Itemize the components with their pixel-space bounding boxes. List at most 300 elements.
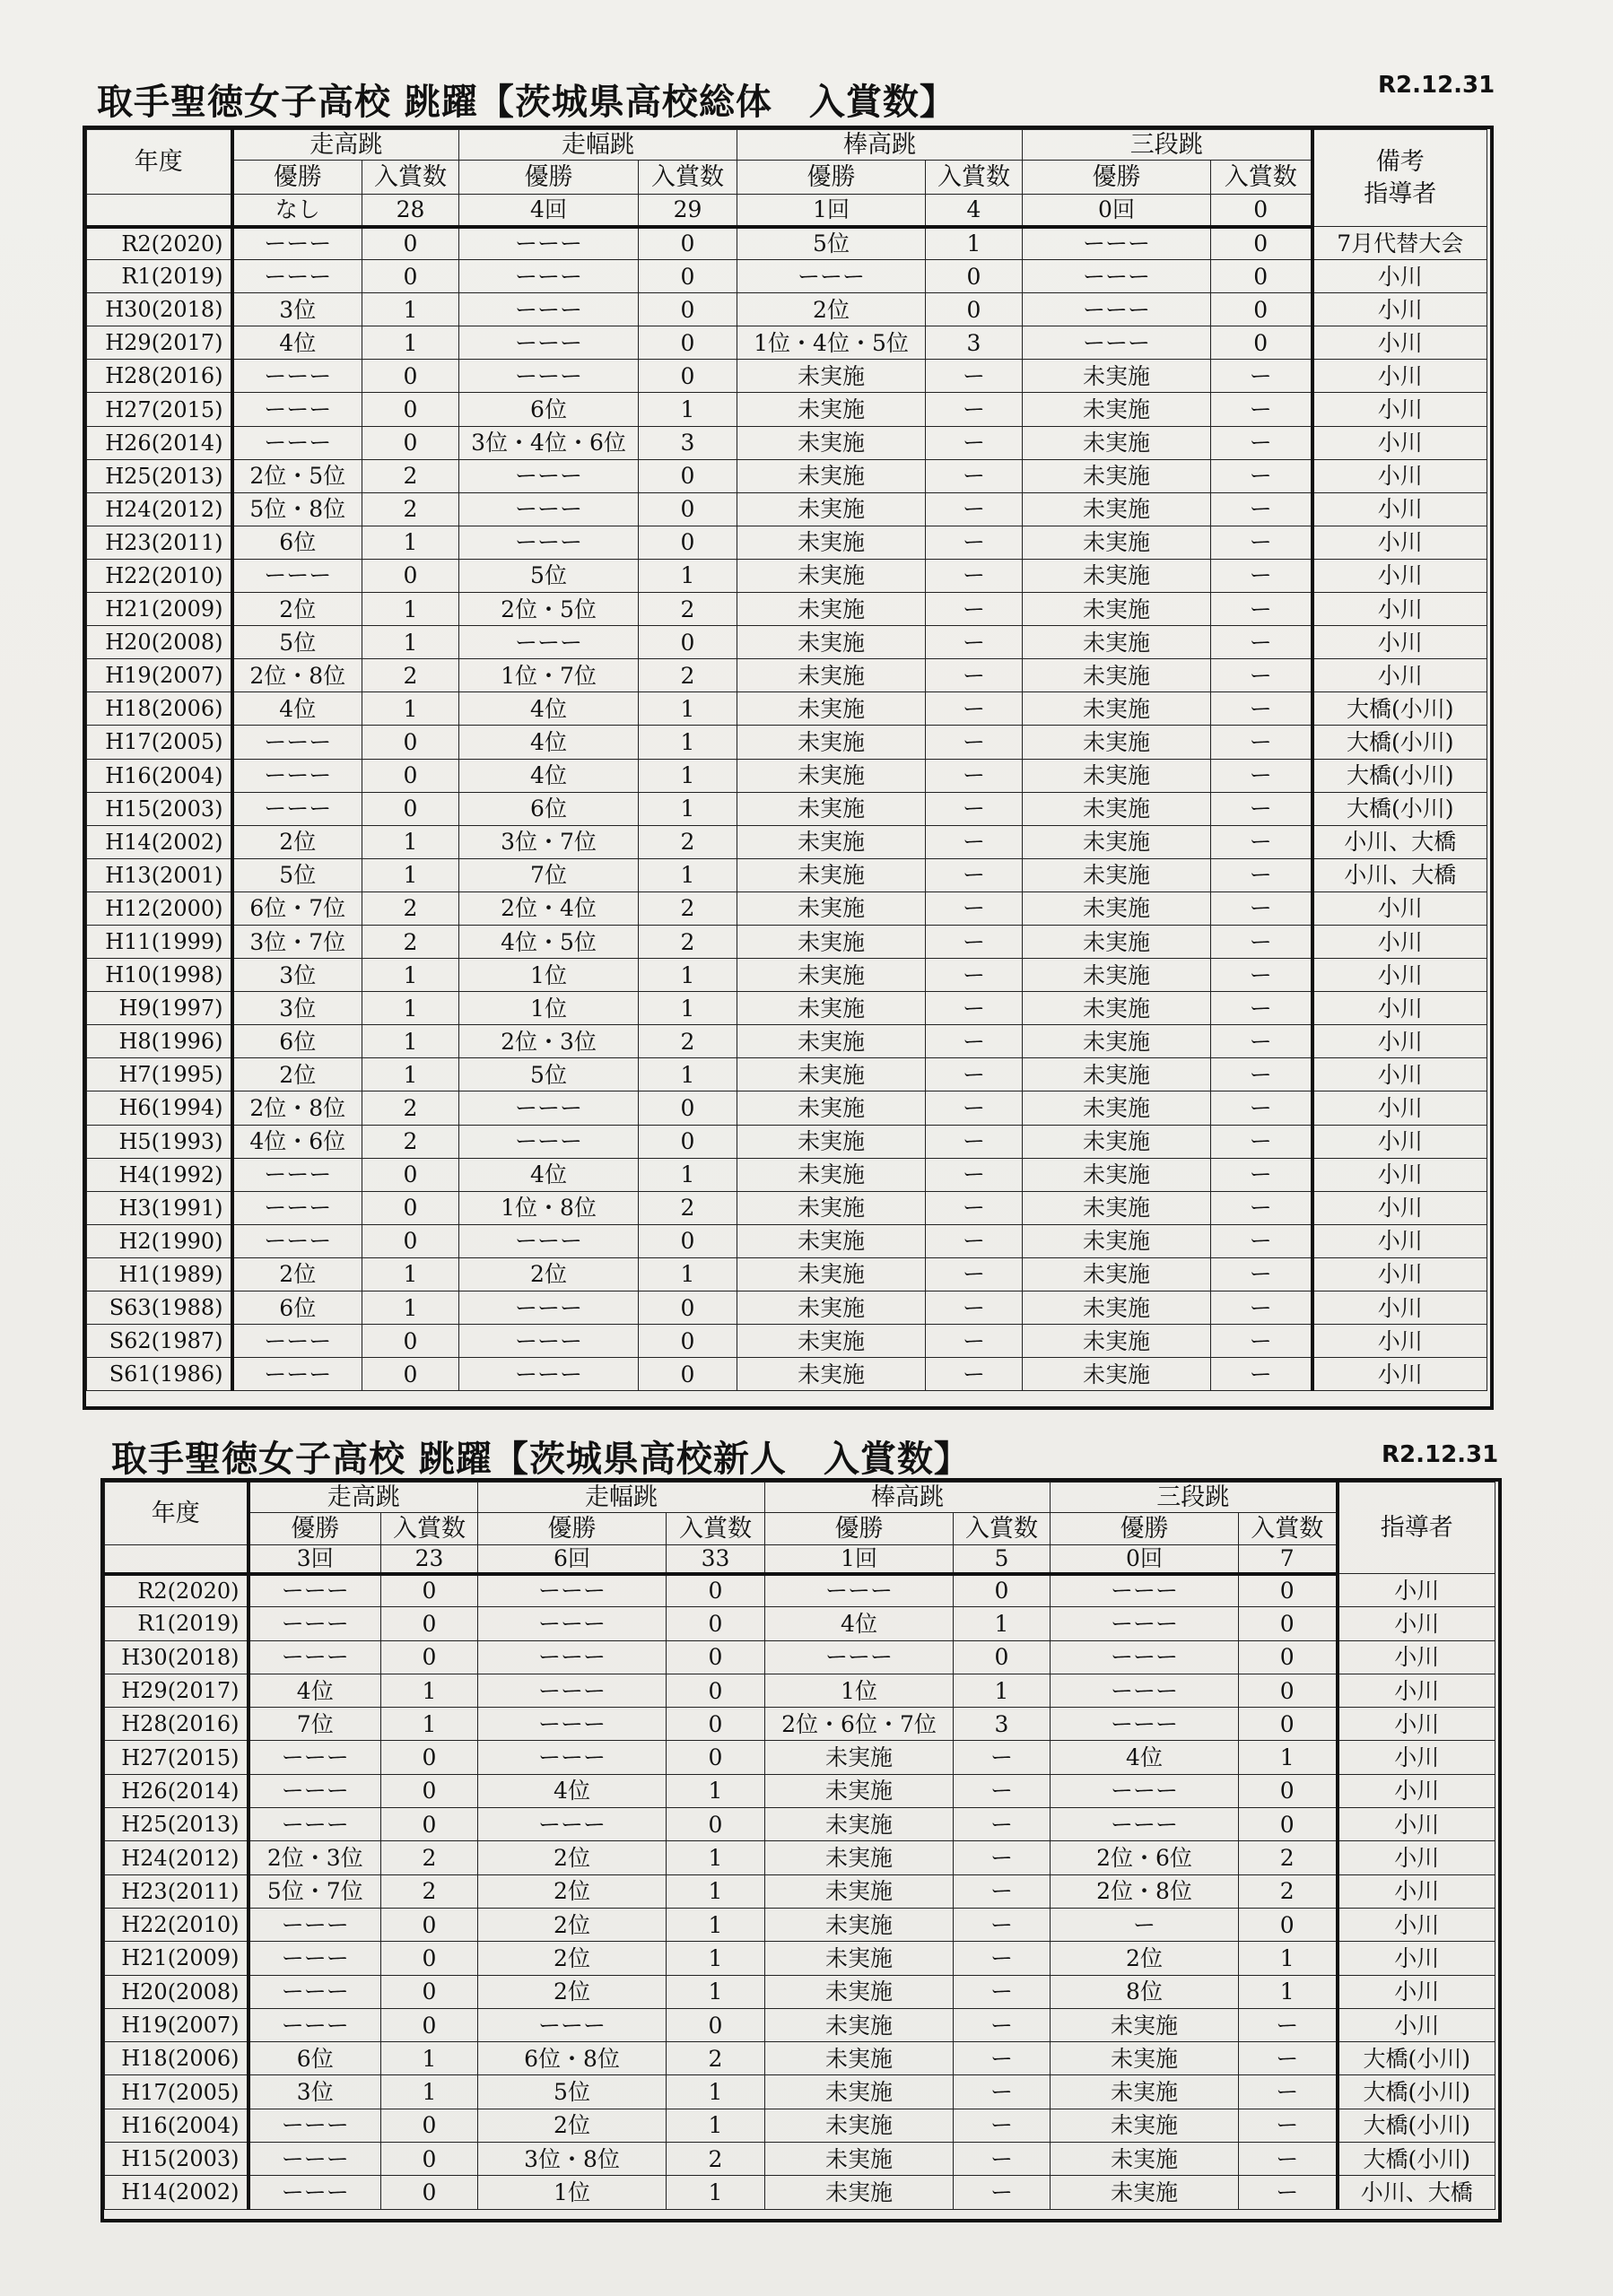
table-cell: ー [926,925,1023,958]
table-cell: 未実施 [1051,2109,1239,2142]
coach-cell: 小川 [1312,459,1487,492]
table-cell: ーーー [459,459,639,492]
coach-cell: 小川 [1312,626,1487,659]
table-cell: 2位・6位 [1051,1841,1239,1874]
table-cell: 未実施 [737,1292,926,1325]
totals-cell: 3回 [248,1545,381,1574]
table-cell: 未実施 [765,2109,954,2142]
table-row [105,1640,1495,1674]
table-cell: ー [926,1257,1023,1291]
table-cell: ー [1239,2042,1338,2075]
coach-cell: 大橋(小川) [1312,726,1487,759]
table-row [105,1708,1495,1741]
section2-date: R2.12.31 [1382,1441,1499,1468]
table-cell: 6位 [459,792,639,825]
table-cell: 2 [639,1025,737,1058]
table-cell: 2位 [478,1975,667,2008]
table-cell: ーーー [1051,1708,1239,1741]
table-cell: 4位・5位 [459,925,639,958]
table-row [105,2176,1495,2209]
coach-cell: 小川 [1312,426,1487,459]
year-cell: H1(1989) [87,1257,232,1291]
section2-title: 取手聖徳女子高校 跳躍【茨城県高校新人 入賞数】 [111,1439,971,1480]
table-cell: ー [954,1975,1051,2008]
event-header-long-jump: 走幅跳 [459,130,737,161]
totals-cell: 0回 [1023,195,1211,227]
table-cell: 未実施 [765,1774,954,1807]
sub-header: 入賞数 [362,161,459,195]
sub-header: 入賞数 [381,1513,478,1545]
table-cell: 2 [639,659,737,692]
notes-header: 指導者 [1338,1483,1495,1574]
table-cell: 未実施 [737,659,926,692]
table-cell: ー [926,726,1023,759]
year-cell: R1(2019) [87,260,232,293]
coach-cell: 小川 [1338,1574,1495,1607]
table-cell: 0 [362,559,459,592]
table-cell: 未実施 [1023,593,1211,626]
table-cell: 未実施 [1023,1325,1211,1358]
coach-cell: 大橋(小川) [1338,2042,1495,2075]
table-cell: ーーー [478,1674,667,1707]
table-cell: 2位 [232,593,362,626]
year-cell: H6(1994) [87,1091,232,1125]
table-cell: 未実施 [1023,393,1211,426]
table-cell: ーーー [232,360,362,393]
table-cell: 未実施 [1023,659,1211,692]
table-cell: ーーー [232,393,362,426]
table-cell: 未実施 [737,1091,926,1125]
table-cell: 0 [639,227,737,260]
table-cell: 未実施 [1023,792,1211,825]
table-cell: 未実施 [765,1975,954,2008]
table-cell: 3位・8位 [478,2143,667,2176]
table-cell: 未実施 [737,692,926,726]
year-header: 年度 [105,1483,248,1545]
year-cell: S63(1988) [87,1292,232,1325]
table-cell: 5位 [459,559,639,592]
table-cell: 1位・8位 [459,1191,639,1224]
table-cell: 6位・7位 [232,891,362,925]
year-cell: H28(2016) [105,1708,248,1741]
table-cell: 2位・8位 [1051,1874,1239,1908]
table-cell: 0 [1211,326,1312,360]
table-cell: ー [926,1358,1023,1391]
coach-cell: 小川 [1338,1607,1495,1640]
table-row [87,858,1487,891]
section1-title: 取手聖徳女子高校 跳躍【茨城県高校総体 入賞数】 [97,82,956,123]
table-cell: 0 [667,1708,765,1741]
table-row [87,1325,1487,1358]
coach-cell: 小川 [1338,1674,1495,1707]
table-cell: 0 [362,1358,459,1391]
table-cell: ー [1051,1908,1239,1941]
year-cell: H25(2013) [87,459,232,492]
section2-table [104,1482,1495,2210]
coach-cell: 7月代替大会 [1312,227,1487,260]
table-cell: 未実施 [737,792,926,825]
table-cell: 2 [639,925,737,958]
totals-cell: 5 [954,1545,1051,1574]
sub-header: 入賞数 [926,161,1023,195]
table-cell: 0 [1211,260,1312,293]
table-cell: ーーー [1023,260,1211,293]
table-cell: 1 [667,1841,765,1874]
table-row [105,1942,1495,1975]
year-cell: H23(2011) [105,1874,248,1908]
table-cell: 1 [362,326,459,360]
coach-cell: 小川 [1312,1292,1487,1325]
table-cell: 未実施 [1051,2143,1239,2176]
table-cell: ーーー [459,260,639,293]
sub-header: 入賞数 [954,1513,1051,1545]
table-cell: 5位 [737,227,926,260]
table-cell: 0 [1239,1908,1338,1941]
totals-cell: 1回 [765,1545,954,1574]
table-row [87,593,1487,626]
year-cell: H11(1999) [87,925,232,958]
table-cell: 1位 [765,1674,954,1707]
table-cell: 0 [1239,1708,1338,1741]
table-cell: 1 [1239,1975,1338,2008]
table-cell: 未実施 [1023,726,1211,759]
table-cell: 0 [667,1607,765,1640]
table-row [87,1091,1487,1125]
table-cell: 未実施 [1023,1292,1211,1325]
sub-header: 優勝 [248,1513,381,1545]
table-cell: 0 [954,1640,1051,1674]
table-cell: ーーー [459,626,639,659]
table-cell: 0 [1239,1674,1338,1707]
table-cell: ー [1211,1025,1312,1058]
table-cell: ー [1211,825,1312,858]
table-cell: 4位 [1051,1741,1239,1774]
table-cell: ー [926,426,1023,459]
coach-cell: 小川 [1312,1191,1487,1224]
table-cell: 1 [667,2075,765,2109]
table-cell: ーーー [1051,1808,1239,1841]
table-cell: ーーー [478,1741,667,1774]
table-cell: 0 [667,1741,765,1774]
table-cell: 0 [362,393,459,426]
table-row [105,2109,1495,2142]
table-cell: ーーー [1023,293,1211,326]
table-row [87,1025,1487,1058]
table-row [87,227,1487,260]
table-cell: 未実施 [737,426,926,459]
table-cell: 未実施 [1023,526,1211,559]
table-cell: 3位 [232,959,362,992]
table-cell: 未実施 [737,1058,926,1091]
table-cell: 1 [1239,1942,1338,1975]
table-cell: 未実施 [1051,2075,1239,2109]
table-cell: ーーー [459,1292,639,1325]
table-row [87,1058,1487,1091]
table-cell: ーーー [1051,1607,1239,1640]
year-cell: H4(1992) [87,1158,232,1191]
table-cell: ーーー [232,759,362,792]
coach-cell: 小川 [1312,326,1487,360]
year-cell: H25(2013) [105,1808,248,1841]
year-cell: H16(2004) [87,759,232,792]
notes-header: 備考 指導者 [1312,130,1487,227]
table-cell: ーーー [232,426,362,459]
table-cell: ー [1211,559,1312,592]
table-cell: 未実施 [765,2075,954,2109]
coach-cell: 小川 [1338,1841,1495,1874]
table-cell: 未実施 [1023,360,1211,393]
table-cell: ー [954,1841,1051,1874]
coach-cell: 大橋(小川) [1312,792,1487,825]
table-cell: ー [926,825,1023,858]
table-cell: ーーー [478,1607,667,1640]
table-cell: 0 [362,360,459,393]
table-cell: 0 [381,2143,478,2176]
table-cell: 未実施 [737,360,926,393]
table-cell: 2 [1239,1841,1338,1874]
year-cell: H24(2012) [87,492,232,526]
table-cell: 1 [639,992,737,1025]
table-cell: 1位 [478,2176,667,2209]
table-cell: 2 [639,593,737,626]
table-cell: ーーー [248,1942,381,1975]
year-cell: R1(2019) [105,1607,248,1640]
coach-cell: 小川、大橋 [1312,825,1487,858]
table-cell: ー [1211,593,1312,626]
coach-cell: 小川 [1338,1975,1495,2008]
table-cell: 7位 [459,858,639,891]
table-cell: 0 [639,293,737,326]
table-cell: 1位・4位・5位 [737,326,926,360]
coach-cell: 小川 [1312,1125,1487,1158]
table-cell: 2 [381,1841,478,1874]
table-cell: 未実施 [1023,626,1211,659]
year-cell: H20(2008) [87,626,232,659]
table-cell: 未実施 [1023,959,1211,992]
coach-cell: 小川 [1312,1158,1487,1191]
table-cell: ー [926,1125,1023,1158]
table-cell: 未実施 [1023,1257,1211,1291]
table-cell: ーーー [248,1908,381,1941]
coach-cell: 大橋(小川) [1338,2109,1495,2142]
table-cell: ーーー [1051,1674,1239,1707]
table-cell: ー [1211,626,1312,659]
year-cell: H14(2002) [105,2176,248,2209]
table-cell: 1 [639,1257,737,1291]
table-cell: 0 [639,1125,737,1158]
year-cell: H21(2009) [105,1942,248,1975]
table-cell: 未実施 [1051,2008,1239,2041]
table-cell: 0 [381,2176,478,2209]
table-cell: 1 [639,393,737,426]
table-cell: ーーー [1023,227,1211,260]
year-cell: H19(2007) [87,659,232,692]
table-row [105,1674,1495,1707]
coach-cell: 小川 [1338,1708,1495,1741]
table-cell: ーーー [248,1774,381,1807]
totals-cell: 33 [667,1545,765,1574]
table-cell: 2位 [478,1841,667,1874]
totals-cell: 4回 [459,195,639,227]
table-row [105,1874,1495,1908]
table-cell: 未実施 [1023,1224,1211,1257]
table-row [87,260,1487,293]
year-cell: H3(1991) [87,1191,232,1224]
table-cell: 3 [639,426,737,459]
table-cell: ーーー [1051,1774,1239,1807]
table-cell: 5位・7位 [248,1874,381,1908]
table-cell: 未実施 [1023,825,1211,858]
table-cell: ー [1211,459,1312,492]
table-cell: 2 [667,2042,765,2075]
year-cell: H2(1990) [87,1224,232,1257]
table-row [105,1841,1495,1874]
table-cell: 未実施 [765,1874,954,1908]
table-cell: 1 [362,1257,459,1291]
table-cell: 4位 [459,759,639,792]
table-cell: ー [1211,426,1312,459]
table-cell: 未実施 [737,1224,926,1257]
totals-cell: 23 [381,1545,478,1574]
table-cell: 未実施 [737,891,926,925]
table-cell: 未実施 [765,1908,954,1941]
coach-cell: 小川 [1338,1640,1495,1674]
table-cell: ーーー [232,1158,362,1191]
table-cell: 1 [639,559,737,592]
table-cell: ー [926,459,1023,492]
table-cell: 0 [667,1674,765,1707]
table-cell: 未実施 [737,1125,926,1158]
coach-cell: 大橋(小川) [1338,2143,1495,2176]
year-cell: H22(2010) [87,559,232,592]
coach-cell: 小川 [1312,1058,1487,1091]
table-cell: ー [954,2008,1051,2041]
year-cell: H18(2006) [105,2042,248,2075]
table-cell: ー [926,393,1023,426]
event-header-triple-jump: 三段跳 [1051,1483,1338,1513]
table-cell: 2位 [459,1257,639,1291]
table-cell: 0 [362,726,459,759]
table-cell: 未実施 [737,1257,926,1291]
year-cell: H29(2017) [87,326,232,360]
year-cell: H14(2002) [87,825,232,858]
table-cell: ー [926,1025,1023,1058]
coach-cell: 大橋(小川) [1312,692,1487,726]
table-cell: 1 [639,1158,737,1191]
table-cell: 2 [362,459,459,492]
table-cell: 未実施 [737,825,926,858]
table-row [105,2075,1495,2109]
table-cell: ーーー [459,1358,639,1391]
year-cell: H21(2009) [87,593,232,626]
table-cell: 未実施 [737,393,926,426]
table-cell: 1 [926,227,1023,260]
year-cell: H22(2010) [105,1908,248,1941]
table-cell: 1 [639,858,737,891]
table-cell: 未実施 [1023,1025,1211,1058]
table-row [87,1191,1487,1224]
totals-cell: 6回 [478,1545,667,1574]
table-cell: 2位 [478,1942,667,1975]
table-row [87,459,1487,492]
table-cell: 1 [639,759,737,792]
table-cell: ーーー [248,2176,381,2209]
table-cell: 4位 [765,1607,954,1640]
table-cell: 3位 [248,2075,381,2109]
table-cell: ー [1211,1358,1312,1391]
table-cell: 未実施 [765,1841,954,1874]
table-cell: 未実施 [737,1358,926,1391]
sub-header: 入賞数 [1211,161,1312,195]
table-cell: 未実施 [765,1741,954,1774]
table-cell: 2位・5位 [232,459,362,492]
table-cell: 未実施 [1023,1158,1211,1191]
table-cell: 0 [639,326,737,360]
table-cell: 0 [639,492,737,526]
table-cell: 5位 [232,626,362,659]
table-cell: 未実施 [737,492,926,526]
table-cell: 未実施 [737,992,926,1025]
table-cell: ーーー [765,1640,954,1674]
table-cell: ーーー [248,2143,381,2176]
table-cell: 1位 [459,959,639,992]
table-cell: ー [954,2143,1051,2176]
table-cell: 7位 [248,1708,381,1741]
table-cell: ー [954,1808,1051,1841]
section1-rows [87,227,1487,1391]
table-cell: ー [926,626,1023,659]
table-cell: ー [926,492,1023,526]
table-cell: 2 [667,2143,765,2176]
table-cell: 2 [362,925,459,958]
table-cell: ーーー [459,1325,639,1358]
table-cell: 未実施 [737,526,926,559]
table-row [87,759,1487,792]
table-cell: 2位 [737,293,926,326]
table-row [87,1224,1487,1257]
table-cell: 未実施 [737,559,926,592]
coach-cell: 小川 [1312,1224,1487,1257]
table-cell: 3 [954,1708,1051,1741]
table-cell: 4位 [232,692,362,726]
table-cell: ー [1211,792,1312,825]
coach-cell: 小川 [1312,393,1487,426]
table-cell: ーーー [478,1574,667,1607]
year-cell: H17(2005) [105,2075,248,2109]
table-cell: 2位・8位 [232,1091,362,1125]
table-cell: ー [926,959,1023,992]
table-cell: ー [926,526,1023,559]
table-cell: 8位 [1051,1975,1239,2008]
table-cell: 0 [667,1808,765,1841]
table-cell: 0 [381,1741,478,1774]
table-cell: ーーー [248,1975,381,2008]
table-row [105,1774,1495,1807]
table-cell: 0 [1239,1640,1338,1674]
table-cell: ー [1211,1158,1312,1191]
table-cell: 3位 [232,992,362,1025]
table-cell: 0 [639,526,737,559]
table-cell: 未実施 [737,459,926,492]
table-cell: 1 [639,692,737,726]
year-cell: H17(2005) [87,726,232,759]
coach-cell: 小川 [1312,659,1487,692]
table-cell: 6位 [248,2042,381,2075]
table-row [105,2008,1495,2041]
table-cell: ーーー [478,1640,667,1674]
sub-header: 優勝 [459,161,639,195]
event-header-high-jump: 走高跳 [248,1483,478,1513]
